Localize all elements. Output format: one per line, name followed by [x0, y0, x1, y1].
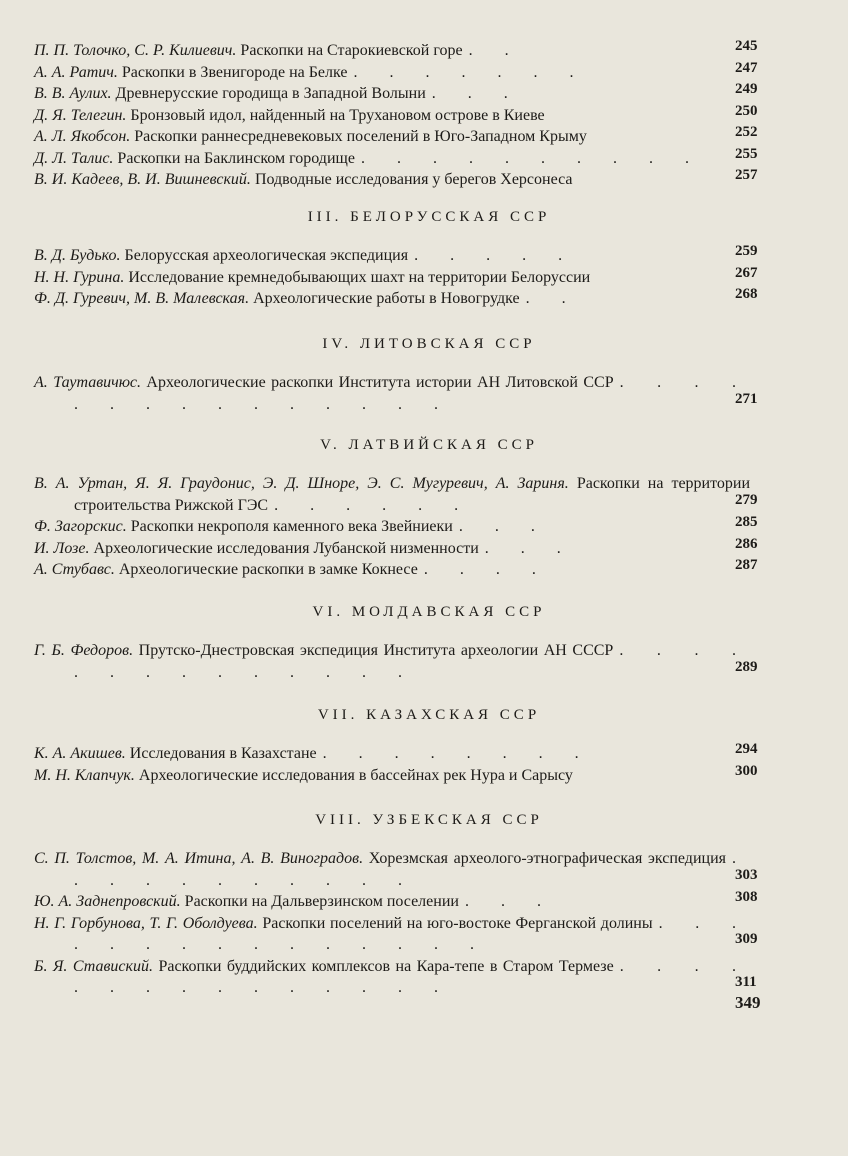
toc-entry [0, 848, 848, 891]
entry-page-number: 308 [735, 889, 758, 905]
entry-author: Ю. А. Заднепровский. [34, 893, 181, 910]
entry-page-number: 255 [735, 145, 758, 162]
entry-dots: . . . . . . . . . . . . . . . [74, 914, 750, 953]
entry-page-number: 250 [735, 102, 758, 119]
toc-entry [0, 743, 848, 765]
entry-title: Раскопки в Звенигороде на Белке [121, 63, 348, 81]
section-heading: III. БЕЛОРУССКАЯ ССР [307, 209, 551, 225]
section-heading: VIII. УЗБЕКСКАЯ ССР [315, 812, 543, 828]
toc-entry [0, 264, 848, 289]
entry-dots: . . . [484, 539, 575, 557]
entry-dots [590, 269, 596, 286]
entry-title: Раскопки некрополя каменного века Звейниеки [130, 518, 453, 535]
entry-dots: . . . [464, 893, 555, 910]
entry-author: В. А. Уртан, Я. Я. Граудонис, Э. Д. Шноре, Э. С. Мугуревич, А. Зариня. [34, 475, 569, 492]
toc-entry [0, 559, 848, 581]
entry-page-number: 267 [735, 264, 758, 281]
entry-dots: . . . [458, 518, 549, 535]
toc-entry [0, 473, 848, 516]
entry-author: Ф. Д. Гуревич, М. В. Малевская. [34, 290, 250, 307]
entry-page-number: 268 [735, 286, 758, 302]
section-heading: VII. КАЗАХСКАЯ ССР [317, 707, 541, 723]
page-number: 349 [735, 993, 761, 1012]
toc-entry [0, 913, 848, 956]
entry-dots: . . [525, 290, 580, 307]
toc-entry [0, 59, 848, 84]
toc-entry [0, 372, 848, 415]
toc-section-uzbekistan [0, 810, 848, 999]
entry-author: Д. Я. Телегин. [34, 106, 127, 124]
entry-title: Исследования в Казахстане [129, 745, 317, 762]
entry-page-number: 252 [735, 124, 758, 140]
entry-title: Раскопки на Старокиевской горе [240, 42, 463, 59]
entry-page-number: 271 [735, 390, 758, 407]
section-heading: V. ЛАТВИЙСКАЯ ССР [320, 437, 538, 453]
entry-author: Ф. Загорскис. [34, 518, 127, 535]
entry-author: В. Д. Будько. [34, 247, 121, 264]
entry-dots: . . . . . . [274, 496, 473, 514]
entry-page-number: 286 [735, 535, 758, 552]
entry-page-number: 279 [735, 491, 758, 508]
toc-entry [0, 169, 848, 191]
entry-dots [573, 767, 579, 784]
toc-section-kazakhstan [0, 705, 848, 786]
entry-page-number: 311 [735, 974, 757, 990]
toc-entry [0, 956, 848, 999]
entry-page-number: 257 [735, 167, 758, 183]
entry-title: Прутско-Днестровская экспедиция Института археологии АН СССР [138, 642, 614, 659]
toc-entry [0, 762, 848, 787]
entry-title: Археологические исследования в бассейнах рек Нура и Сарысу [138, 766, 573, 784]
toc-entry [0, 891, 848, 913]
toc-entry [0, 40, 848, 62]
entry-title: Древнерусские городища в Западной Волыни [115, 85, 426, 102]
entry-dots: . . . . [423, 561, 550, 578]
entry-title: Хорезмская археолого-этнографическая экспедиция [368, 850, 726, 867]
entry-title: Раскопки раннесредневековых поселений в Юго-Западном Крыму [134, 128, 587, 145]
entry-title: Раскопки поселений на юго-востоке Ферганской долины [262, 914, 653, 932]
entry-title: Археологические раскопки Института истории АН Литовской ССР [146, 374, 614, 391]
entry-author: Б. Я. Ставиский. [34, 957, 154, 975]
toc-entry [0, 83, 848, 105]
entry-title: Археологические раскопки в замке Кокнесе [118, 561, 418, 578]
entry-page-number: 309 [735, 931, 758, 947]
entry-author: К. А. Акишев. [34, 745, 126, 762]
toc-entry [0, 640, 848, 683]
entry-author: А. Стубавс. [34, 561, 115, 578]
entry-dots: . . . [431, 85, 522, 102]
toc-entry [0, 102, 848, 127]
entry-title: Археологические работы в Новогрудке [253, 290, 520, 307]
entry-title: Раскопки на территории строительства Рижской ГЭС [74, 475, 751, 514]
entry-title: Исследование кремнедобывающих шахт на территории Белоруссии [128, 268, 591, 286]
entry-author: А. Л. Якобсон. [34, 128, 131, 145]
toc-section-lithuania [0, 334, 848, 415]
entry-author: П. П. Толочко, С. Р. Килиевич. [34, 42, 237, 59]
entry-author: Д. Л. Талис. [34, 149, 114, 167]
entry-title: Археологические исследования Лубанской низменности [93, 539, 479, 557]
entry-page-number: 300 [735, 762, 758, 779]
entry-author: В. И. Кадеев, В. И. Вишневский. [34, 171, 251, 188]
entry-page-number: 287 [735, 557, 758, 573]
entry-title: Раскопки буддийских комплексов на Кара-тепе в Старом Термезе [158, 957, 614, 975]
entry-title: Раскопки на Баклинском городище [117, 149, 355, 167]
entry-page-number: 294 [735, 741, 758, 757]
entry-title: Раскопки на Дальверзинском поселении [184, 893, 459, 910]
toc-section-moldova [0, 602, 848, 683]
entry-dots: . . . . . . . . [322, 745, 593, 762]
toc-entry [0, 516, 848, 538]
toc-section-latvia [0, 435, 848, 581]
toc-section-continuation [0, 40, 848, 191]
toc-section-belarus [0, 207, 848, 310]
toc-entry [0, 126, 848, 148]
entry-page-number: 247 [735, 59, 758, 76]
entry-author: Н. Н. Гурина. [34, 268, 125, 286]
entry-author: С. П. Толстов, М. А. Итина, А. В. Виноградов. [34, 850, 364, 867]
entry-dots: . . . . . . . . . . [360, 149, 703, 167]
entry-page-number: 259 [735, 243, 758, 259]
toc-entry [0, 245, 848, 267]
entry-author: А. Таутавичюс. [34, 374, 141, 391]
entry-dots: . . . . . [414, 247, 577, 264]
toc-entry [0, 535, 848, 560]
entry-title: Бронзовый идол, найденный на Трухановом острове в Киеве [130, 106, 545, 124]
entry-title: Белорусская археологическая экспедиция [124, 247, 409, 264]
entry-title: Подводные исследования у берегов Херсонеса [254, 171, 573, 188]
entry-dots: . . . . . . . . . . . [74, 850, 750, 889]
entry-dots: . . . . . . . [353, 63, 588, 81]
section-heading: VI. МОЛДАВСКАЯ ССР [312, 604, 546, 620]
entry-author: И. Лозе. [34, 539, 90, 557]
entry-author: А. А. Ратич. [34, 63, 118, 81]
entry-dots: . . . . . . . . . . . . . . . [74, 374, 750, 413]
entry-page-number: 303 [735, 866, 758, 883]
entry-dots [573, 171, 579, 188]
toc-entry [0, 288, 848, 310]
entry-dots [587, 128, 593, 145]
entry-author: В. В. Аулих. [34, 85, 112, 102]
entry-dots [545, 107, 551, 124]
entry-dots: . . [468, 42, 523, 59]
entry-page-number: 285 [735, 514, 758, 530]
entry-page-number: 289 [735, 658, 758, 675]
entry-author: Г. Б. Федоров. [34, 642, 134, 659]
toc-entry [0, 145, 848, 170]
entry-author: М. Н. Клапчук. [34, 766, 135, 784]
entry-dots: . . . . . . . . . . . . . . [74, 642, 750, 681]
section-heading: IV. ЛИТОВСКАЯ ССР [322, 336, 536, 352]
entry-page-number: 245 [735, 38, 758, 54]
entry-dots: . . . . . . . . . . . . . . . [74, 957, 751, 996]
entry-author: Н. Г. Горбунова, Т. Г. Оболдуева. [34, 914, 258, 932]
entry-page-number: 249 [735, 81, 758, 97]
